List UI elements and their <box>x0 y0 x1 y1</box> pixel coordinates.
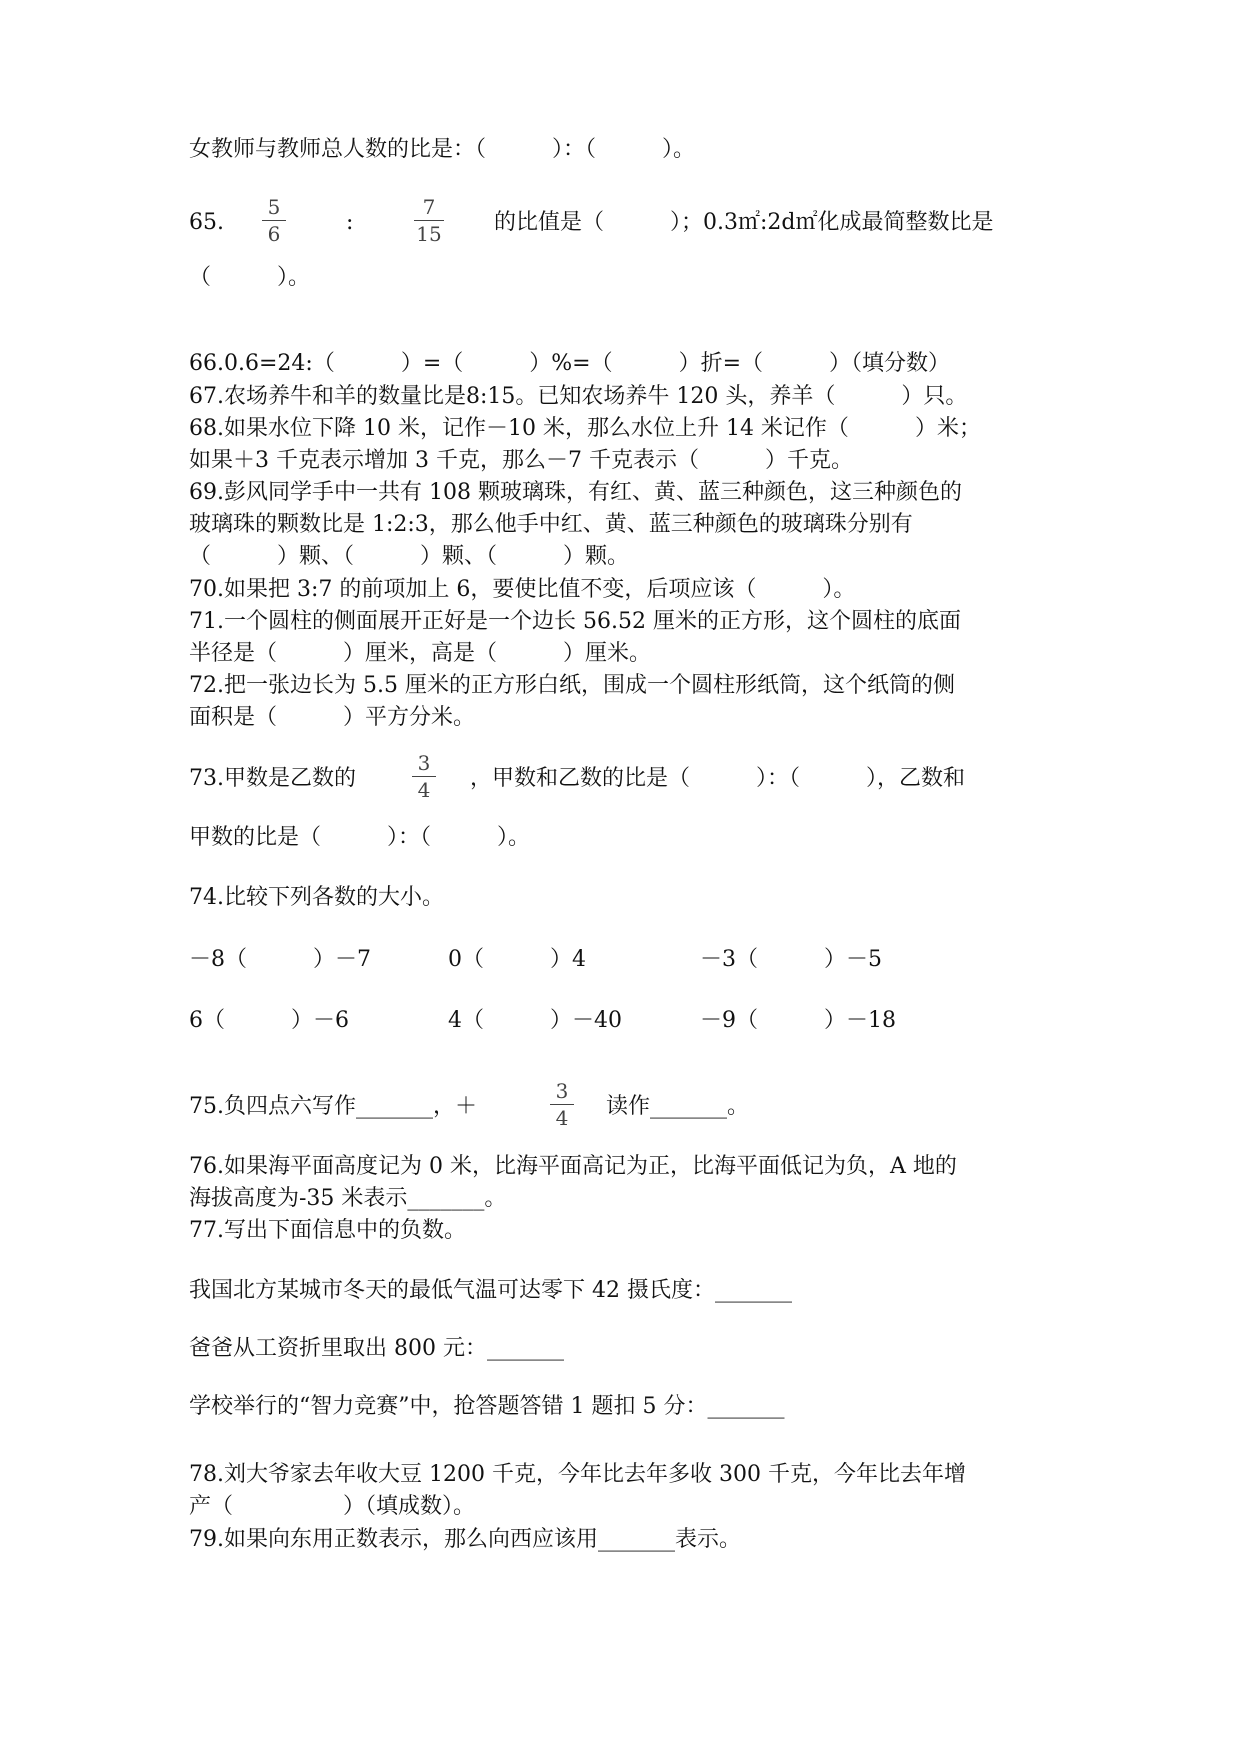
q78-line2: 产（ ）（填成数）。 <box>189 1494 476 1519</box>
q67: 67.农场养牛和羊的数量比是8:15。已知农场养牛 120 头，养羊（ ）只。 <box>189 384 968 409</box>
q74: 74.比较下列各数的大小。 <box>189 885 444 910</box>
q65-text: 的比值是（ ）；0.3㎡:2d㎡化成最简整数比是 <box>494 210 994 235</box>
compare-item: 4（ ）－40 <box>448 1008 622 1033</box>
q77: 77.写出下面信息中的负数。 <box>189 1218 466 1243</box>
q75-prefix: 75.负四点六写作_______，＋ <box>189 1094 477 1119</box>
q65-number: 65. <box>189 210 224 235</box>
q71-line2: 半径是（ ）厘米，高是（ ）厘米。 <box>189 641 652 666</box>
q77-item-2: 爸爸从工资折里取出 800 元：_______ <box>189 1336 564 1361</box>
q68-line2: 如果＋3 千克表示增加 3 千克，那么－7 千克表示（ ）千克。 <box>189 448 853 473</box>
compare-item: 6（ ）－6 <box>189 1008 349 1033</box>
q69-line1: 69.彭风同学手中一共有 108 颗玻璃珠，有红、黄、蓝三种颜色，这三种颜色的 <box>189 480 962 505</box>
q77-item-3: 学校举行的“智力竞赛”中，抢答题答错 1 题扣 5 分：_______ <box>189 1394 785 1419</box>
q73-prefix: 73.甲数是乙数的 <box>189 766 356 791</box>
q72-line2: 面积是（ ）平方分米。 <box>189 705 476 730</box>
q69-line3: （ ）颗、（ ）颗、（ ）颗。 <box>189 544 630 569</box>
q66: 66.0.6=24:（ ）=（ ）%=（ ）折=（ ）（填分数） <box>189 351 951 376</box>
q76-line2: 海拔高度为-35 米表示_______。 <box>189 1186 507 1211</box>
compare-item: 0（ ）4 <box>448 947 586 972</box>
compare-item: －9（ ）－18 <box>700 1008 896 1033</box>
q68-line1: 68.如果水位下降 10 米，记作－10 米，那么水位上升 14 米记作（ ）米； <box>189 416 981 441</box>
q77-item-1: 我国北方某城市冬天的最低气温可达零下 42 摄氏度：_______ <box>189 1278 792 1303</box>
q76-line1: 76.如果海平面高度记为 0 米，比海平面高记为正，比海平面低记为负，A 地的 <box>189 1154 957 1179</box>
fraction-3-4-q75: 3 4 <box>550 1080 574 1129</box>
q70: 70.如果把 3:7 的前项加上 6，要使比值不变，后项应该（ ）。 <box>189 577 856 602</box>
q71-line1: 71.一个圆柱的侧面展开正好是一个边长 56.52 厘米的正方形，这个圆柱的底面 <box>189 609 961 634</box>
line-64-cont: 女教师与教师总人数的比是：（ ）：（ ）。 <box>189 137 696 162</box>
q79: 79.如果向东用正数表示，那么向西应该用_______表示。 <box>189 1527 741 1552</box>
fraction-3-4-q73: 3 4 <box>412 752 436 801</box>
fraction-7-15: 7 15 <box>414 196 444 245</box>
q72-line1: 72.把一张边长为 5.5 厘米的正方形白纸，围成一个圆柱形纸筒，这个纸筒的侧 <box>189 673 955 698</box>
fraction-5-6: 5 6 <box>262 196 286 245</box>
q75-text: 读作_______。 <box>606 1094 750 1119</box>
q78-line1: 78.刘大爷家去年收大豆 1200 千克，今年比去年多收 300 千克，今年比去年增 <box>189 1462 966 1487</box>
compare-item: －3（ ）－5 <box>700 947 882 972</box>
q73-text: ，甲数和乙数的比是（ ）：（ ），乙数和 <box>470 766 966 791</box>
ratio-colon: : <box>346 210 354 235</box>
q69-line2: 玻璃珠的颗数比是 1:2:3，那么他手中红、黄、蓝三种颜色的玻璃珠分别有 <box>189 512 913 537</box>
q65-cont: （ ）。 <box>189 265 311 290</box>
compare-item: －8（ ）－7 <box>189 947 371 972</box>
q73-cont: 甲数的比是（ ）：（ ）。 <box>189 825 531 850</box>
